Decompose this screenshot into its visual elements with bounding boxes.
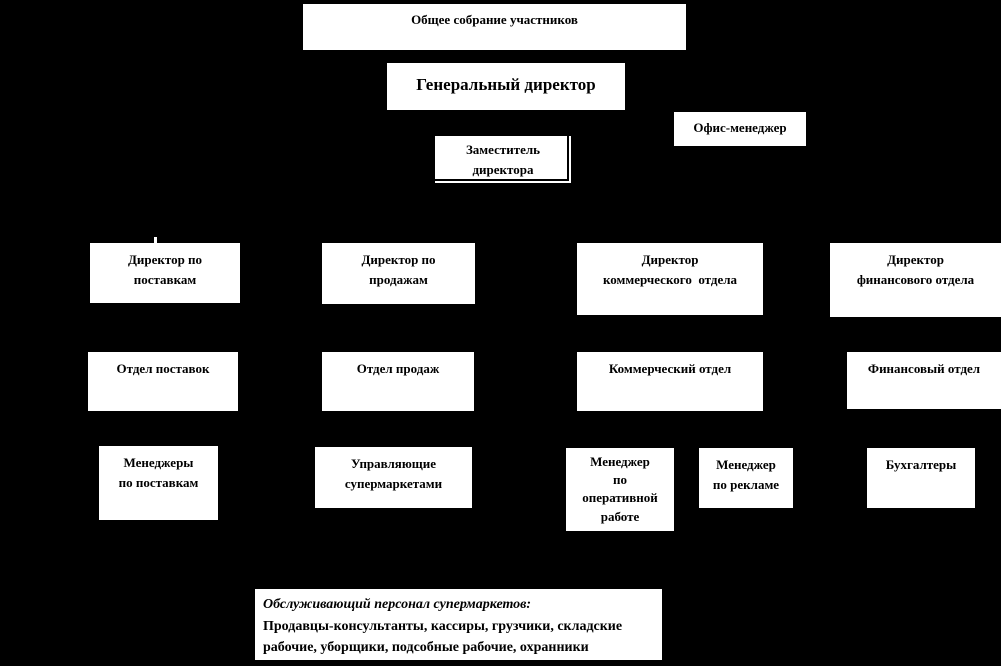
node-supermarket-managers [315,447,472,508]
node-label: Менеджеры [123,455,194,470]
node-accountants [867,448,975,508]
node-label: оперативной [582,490,658,506]
node-label: Коммерческий отдел [608,361,732,376]
node-director-sales [322,243,475,304]
node-label: Бухгалтеры [885,457,957,472]
node-label: Директор [887,252,944,267]
node-label: Директор по [361,252,436,267]
node-label: финансового отдела [856,272,975,288]
node-label: Финансовый отдел [867,361,981,376]
node-label: Менеджер [716,457,776,472]
node-label: поставкам [133,272,197,288]
node-label: Отдел поставок [116,361,210,376]
node-dept-commercial [577,352,763,411]
node-director-supplies [90,243,240,303]
node-manager-operations [566,448,674,531]
node-label: продажам [369,272,428,288]
node-dept-supplies [88,352,238,411]
node-deputy-director [435,136,571,183]
node-general-meeting [303,4,686,50]
node-label: Менеджер [590,454,650,469]
node-manager-advertising [699,448,793,508]
node-general-director [387,63,625,110]
node-label: по рекламе [712,477,780,493]
node-label: Директор по [127,252,203,267]
node-label: супермаркетами [344,476,443,492]
node-label: Управляющие [350,456,437,471]
node-label: директора [472,161,534,177]
node-director-commercial [577,243,763,315]
node-label: Генеральный директор [416,75,596,94]
node-office-manager [674,112,806,146]
node-service-staff [255,589,662,660]
node-label: Отдел продаж [356,361,440,376]
node-director-financial [830,243,1001,317]
node-label: по [613,472,627,488]
node-label: по поставкам [118,475,199,491]
node-label: коммерческого отдела [602,272,738,288]
node-label: Общее собрание участников [411,12,578,27]
node-dept-sales [322,352,474,411]
service-staff-title: Обслуживающий персонал супермаркетов: [263,597,532,612]
node-label: Заместитель [465,142,541,157]
node-label: Директор [641,252,699,267]
node-label: работе [600,508,640,524]
node-label: Офис-менеджер [693,120,787,135]
node-dept-financial [847,352,1001,409]
service-staff-body: Продавцы-консультанты, кассиры, грузчики, складские рабочие, уборщики, подсобные рабочие, охранники [263,618,623,656]
node-managers-supplies [99,446,218,520]
